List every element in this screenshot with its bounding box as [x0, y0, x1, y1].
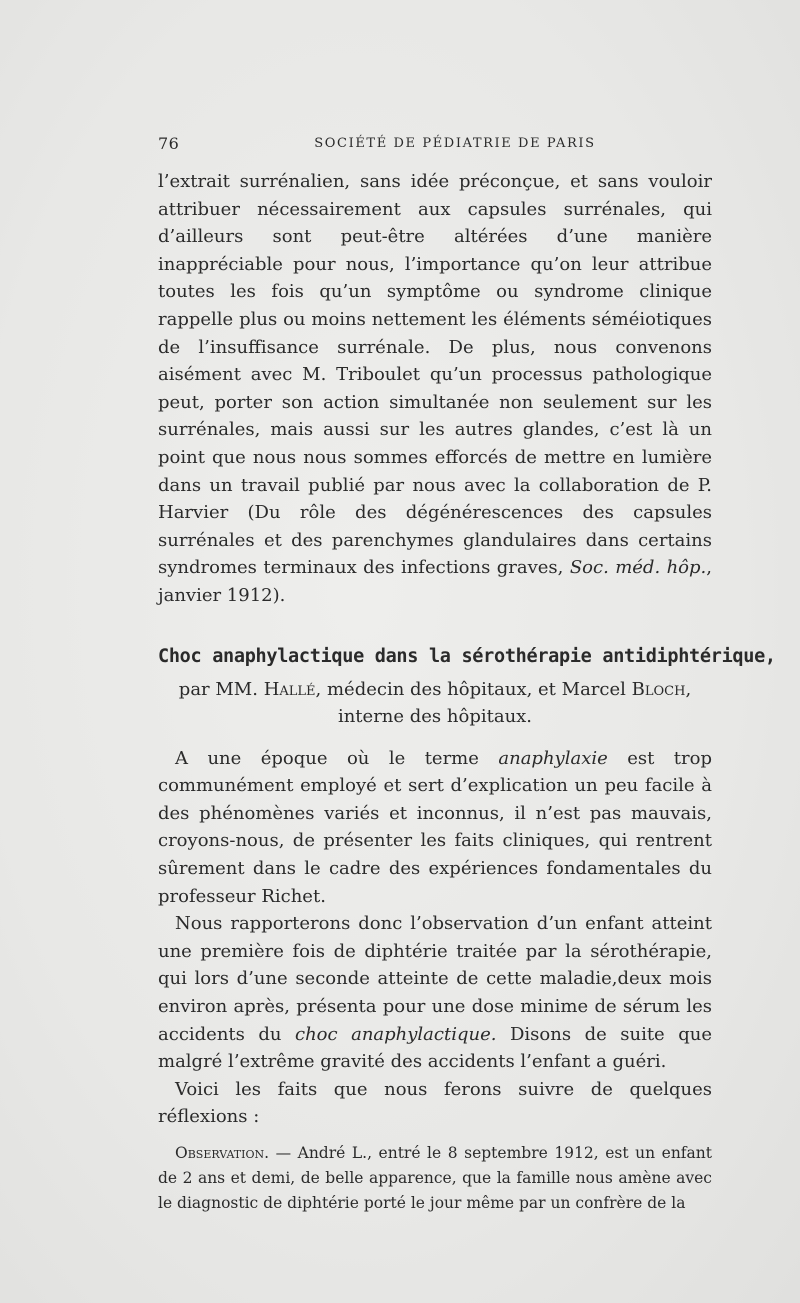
page-number: 76 [158, 134, 180, 153]
paragraph-1-end: , janvier 1912). [158, 557, 712, 606]
paragraph-2-start: A une époque où le terme [175, 747, 479, 769]
authors [158, 676, 712, 731]
observation-label: Observation. [175, 1144, 270, 1162]
author-1: Hallé [263, 678, 316, 700]
authors-line-2: interne des hôpitaux. [337, 706, 533, 728]
authors-prefix: par MM. [178, 678, 258, 700]
authors-line-1 [158, 676, 712, 704]
paragraph-3 [158, 910, 712, 1076]
running-title: SOCIÉTÉ DE PÉDIATRIE DE PARIS [314, 136, 596, 151]
paragraph-1 [158, 168, 712, 610]
observation-paragraph [158, 1141, 712, 1216]
paragraph-2 [158, 745, 712, 911]
author-1-role: , médecin des hôpitaux, et Marcel [315, 678, 626, 700]
journal-reference: Soc. méd. hôp. [569, 557, 707, 579]
term-choc-anaphylactique: choc anaphylactique. [295, 1023, 497, 1045]
paragraph-3-end: Disons de suite que malgré l’extrême gravité des accidents l’enfant a guéri. [158, 1023, 712, 1073]
paragraph-1-text: l’extrait surrénalien, sans idée préconçue, et sans vouloir attribuer nécessairement aux capsules surrénales, qui d’ailleurs sont peut-être altérées d’une manière inappréciable pour nous, l’importance qu’on leur attribue toutes les fois qu’un symptôme ou syndrome clinique rappelle plus ou moins nettement les éléments séméiotiques de l’insuffisance surrénale. De plus, nous convenons aisément avec M. Triboulet qu’un processus pathologique peut, porter son action simultanée non seulement sur les surrénales, mais aussi sur les autres glandes, c’est là un point que nous nous sommes efforcés de mettre en lumière dans un travail publié par nous avec la collaboration de P. Harvier (Du rôle des dégénérescences des capsules surrénales et des parenchymes glandulaires dans certains syndromes terminaux des infections graves, [158, 171, 712, 579]
term-anaphylaxie: anaphylaxie [498, 747, 608, 769]
author-2-role: , [685, 678, 692, 700]
paragraph-2-end: est trop communément employé et sert d’explication un peu facile à des phénomènes variés et inconnus, il n’est pas mauvais, croyons-nous, de présenter les faits cliniques, qui rentrent sûrement dans le cadre des expériences fondamentales du professeur Richet. [158, 747, 712, 907]
body-text [158, 168, 776, 1216]
paragraph-4: Voici les faits que nous ferons suivre de quelques réflexions : [158, 1078, 712, 1128]
observation-block [158, 1141, 712, 1216]
paragraph-3-start: Nous rapporterons donc l’observation d’un enfant atteint une première fois de diphtérie traitée par la sérothérapie, qui lors d’une seconde atteinte de cette maladie,deux mois environ après, présenta pour une dose minime de sérum les accidents du [158, 913, 712, 1045]
author-2: Bloch [631, 678, 686, 700]
section-title: Choc anaphylactique dans la sérothérapie antidiphtérique, [158, 645, 776, 667]
page-header [158, 134, 712, 156]
observation-text: — André L., entré le 8 septembre 1912, est un enfant de 2 ans et demi, de belle apparence, que la famille nous amène avec le diagnostic de diphtérie porté le jour même par un confrère de la [158, 1144, 712, 1212]
